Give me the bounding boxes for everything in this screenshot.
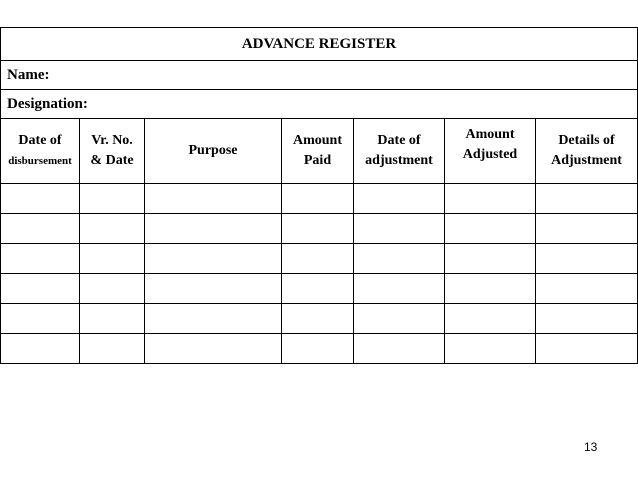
- table-cell: [145, 184, 282, 214]
- table-row: [1, 214, 638, 244]
- table-row: [1, 334, 638, 364]
- table-row: [1, 244, 638, 274]
- table-cell: [145, 304, 282, 334]
- designation-label: Designation:: [1, 90, 638, 119]
- title-row: [1, 28, 638, 61]
- table-cell: [354, 214, 445, 244]
- table-row: [1, 274, 638, 304]
- table-cell: [282, 304, 354, 334]
- table-cell: [282, 214, 354, 244]
- header-text: Adjustment: [551, 153, 622, 168]
- table-cell: [536, 334, 638, 364]
- table-cell: [80, 274, 145, 304]
- table-cell: [536, 184, 638, 214]
- header-text: Date of: [18, 133, 62, 148]
- table-cell: [80, 334, 145, 364]
- table-cell: [1, 244, 80, 274]
- table-cell: [282, 334, 354, 364]
- header-text: Purpose: [188, 143, 238, 158]
- table-cell: [354, 334, 445, 364]
- table-cell: [80, 184, 145, 214]
- table-cell: [354, 244, 445, 274]
- table-cell: [145, 244, 282, 274]
- table-cell: [354, 274, 445, 304]
- table-cell: [536, 274, 638, 304]
- table-cell: [354, 304, 445, 334]
- page-number: 13: [584, 440, 598, 454]
- table-cell: [145, 334, 282, 364]
- header-amount-adjusted: [445, 119, 536, 184]
- table-cell: [282, 244, 354, 274]
- table-cell: [282, 274, 354, 304]
- header-text: Details of: [558, 133, 615, 148]
- table-cell: [80, 244, 145, 274]
- table-cell: [445, 244, 536, 274]
- header-purpose: [145, 119, 282, 184]
- table-cell: [354, 184, 445, 214]
- table-cell: [445, 334, 536, 364]
- table-cell: [282, 184, 354, 214]
- header-text: Date of: [377, 133, 421, 148]
- header-vr-no-date: [80, 119, 145, 184]
- table-cell: [80, 304, 145, 334]
- table-cell: [445, 184, 536, 214]
- header-amount-paid: [282, 119, 354, 184]
- name-row: [1, 61, 638, 90]
- header-details-of-adjustment: [536, 119, 638, 184]
- header-date-of-disbursement: [1, 119, 80, 184]
- header-date-of-adjustment: [354, 119, 445, 184]
- table-cell: [80, 214, 145, 244]
- designation-row: [1, 90, 638, 119]
- header-text: Vr. No.: [91, 133, 133, 148]
- table-row: [1, 304, 638, 334]
- table-cell: [536, 244, 638, 274]
- table-cell: [536, 214, 638, 244]
- header-text: Adjusted: [462, 147, 518, 162]
- table-row: [1, 184, 638, 214]
- register-title: ADVANCE REGISTER: [1, 28, 638, 61]
- table-cell: [445, 274, 536, 304]
- table-cell: [1, 334, 80, 364]
- header-text: disbursement: [8, 155, 72, 167]
- table-cell: [145, 214, 282, 244]
- table-cell: [1, 184, 80, 214]
- header-row: [1, 119, 638, 184]
- table-cell: [445, 214, 536, 244]
- table-cell: [1, 274, 80, 304]
- name-label: Name:: [1, 61, 638, 90]
- header-text: Paid: [303, 153, 332, 168]
- header-text: & Date: [90, 153, 134, 168]
- table-cell: [145, 274, 282, 304]
- header-text: adjustment: [365, 153, 433, 168]
- table-cell: [445, 304, 536, 334]
- header-text: Amount: [292, 133, 342, 148]
- table-cell: [1, 214, 80, 244]
- table-cell: [536, 304, 638, 334]
- advance-register-table: [0, 27, 638, 364]
- table-cell: [1, 304, 80, 334]
- header-text: Amount: [465, 127, 515, 142]
